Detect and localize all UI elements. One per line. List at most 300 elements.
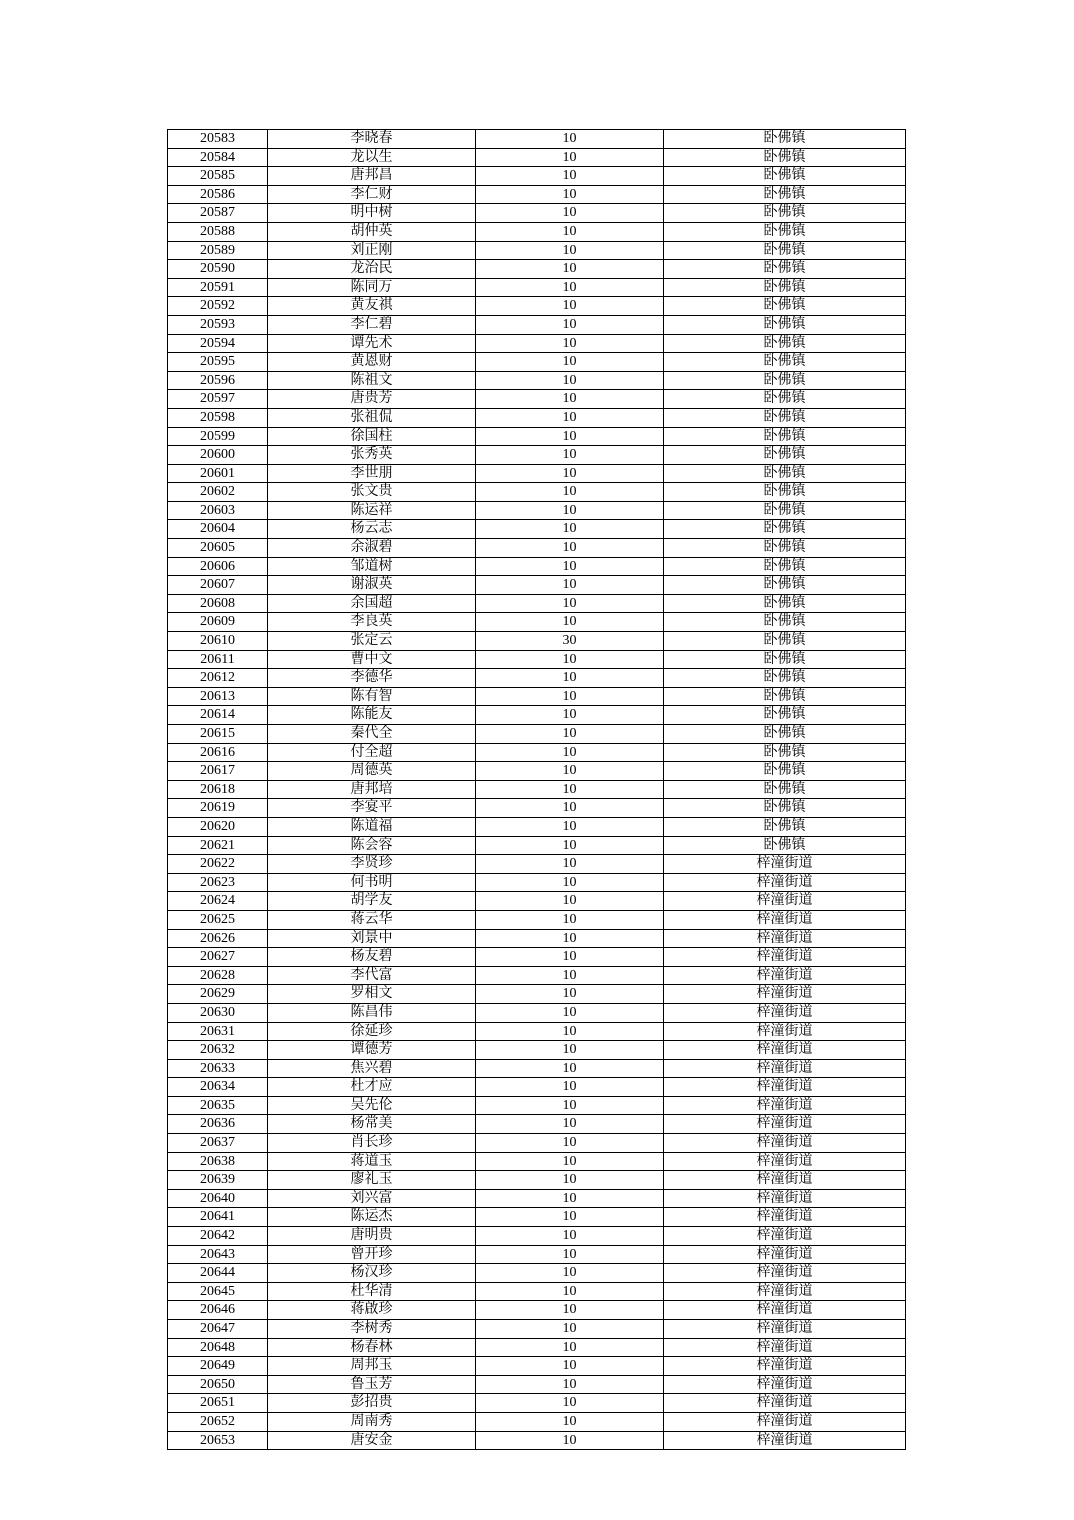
name-cell: 邹道树	[268, 557, 476, 576]
name-cell: 徐国柱	[268, 427, 476, 446]
town-cell: 梓潼街道	[664, 1152, 906, 1171]
table-row	[168, 594, 906, 613]
town-cell: 梓潼街道	[664, 1078, 906, 1097]
name-cell: 刘景中	[268, 929, 476, 948]
row-number-cell: 20610	[168, 632, 268, 651]
row-number-cell: 20583	[168, 130, 268, 149]
amount-cell: 10	[476, 1059, 664, 1078]
name-cell: 李仁碧	[268, 315, 476, 334]
table-row	[168, 464, 906, 483]
amount-cell: 10	[476, 1022, 664, 1041]
name-cell: 陈会容	[268, 836, 476, 855]
table-row	[168, 1320, 906, 1339]
amount-cell: 10	[476, 1282, 664, 1301]
row-number-cell: 20601	[168, 464, 268, 483]
row-number-cell: 20613	[168, 687, 268, 706]
row-number-cell: 20634	[168, 1078, 268, 1097]
name-cell: 蒋云华	[268, 910, 476, 929]
row-number-cell: 20624	[168, 892, 268, 911]
town-cell: 卧佛镇	[664, 632, 906, 651]
name-cell: 刘兴富	[268, 1189, 476, 1208]
row-number-cell: 20600	[168, 446, 268, 465]
table-row	[168, 1412, 906, 1431]
town-cell: 卧佛镇	[664, 817, 906, 836]
name-cell: 唐贵芳	[268, 390, 476, 409]
town-cell: 卧佛镇	[664, 334, 906, 353]
town-cell: 卧佛镇	[664, 315, 906, 334]
name-cell: 龙治民	[268, 260, 476, 279]
row-number-cell: 20592	[168, 297, 268, 316]
town-cell: 卧佛镇	[664, 278, 906, 297]
town-cell: 卧佛镇	[664, 446, 906, 465]
row-number-cell: 20604	[168, 520, 268, 539]
table-row	[168, 873, 906, 892]
table-row	[168, 520, 906, 539]
town-cell: 梓潼街道	[664, 1394, 906, 1413]
town-cell: 卧佛镇	[664, 185, 906, 204]
name-cell: 蒋啟珍	[268, 1301, 476, 1320]
row-number-cell: 20590	[168, 260, 268, 279]
town-cell: 卧佛镇	[664, 743, 906, 762]
name-cell: 胡仲英	[268, 222, 476, 241]
amount-cell: 10	[476, 130, 664, 149]
amount-cell: 10	[476, 501, 664, 520]
amount-cell: 10	[476, 669, 664, 688]
town-cell: 卧佛镇	[664, 167, 906, 186]
row-number-cell: 20609	[168, 613, 268, 632]
name-cell: 谢淑英	[268, 576, 476, 595]
table-row	[168, 929, 906, 948]
table-row	[168, 371, 906, 390]
amount-cell: 10	[476, 1208, 664, 1227]
town-cell: 卧佛镇	[664, 706, 906, 725]
amount-cell: 10	[476, 353, 664, 372]
town-cell: 梓潼街道	[664, 1003, 906, 1022]
town-cell: 卧佛镇	[664, 464, 906, 483]
row-number-cell: 20645	[168, 1282, 268, 1301]
row-number-cell: 20620	[168, 817, 268, 836]
amount-cell: 10	[476, 520, 664, 539]
amount-cell: 10	[476, 557, 664, 576]
row-number-cell: 20646	[168, 1301, 268, 1320]
table-row	[168, 1059, 906, 1078]
table-row	[168, 353, 906, 372]
town-cell: 卧佛镇	[664, 222, 906, 241]
town-cell: 梓潼街道	[664, 1041, 906, 1060]
name-cell: 余国超	[268, 594, 476, 613]
amount-cell: 10	[476, 334, 664, 353]
name-cell: 唐安金	[268, 1431, 476, 1450]
town-cell: 卧佛镇	[664, 427, 906, 446]
amount-cell: 10	[476, 241, 664, 260]
name-cell: 谭先术	[268, 334, 476, 353]
row-number-cell: 20635	[168, 1096, 268, 1115]
row-number-cell: 20647	[168, 1320, 268, 1339]
town-cell: 卧佛镇	[664, 501, 906, 520]
table-row	[168, 836, 906, 855]
roster-table	[167, 129, 906, 1450]
row-number-cell: 20588	[168, 222, 268, 241]
table-row	[168, 241, 906, 260]
table-row	[168, 706, 906, 725]
table-row	[168, 1041, 906, 1060]
amount-cell: 10	[476, 1189, 664, 1208]
name-cell: 唐邦培	[268, 780, 476, 799]
table-row	[168, 539, 906, 558]
table-row	[168, 1078, 906, 1097]
name-cell: 杜才应	[268, 1078, 476, 1097]
row-number-cell: 20649	[168, 1357, 268, 1376]
table-row	[168, 1152, 906, 1171]
table-row	[168, 427, 906, 446]
name-cell: 蒋道玉	[268, 1152, 476, 1171]
table-row	[168, 910, 906, 929]
table-row	[168, 334, 906, 353]
amount-cell: 10	[476, 706, 664, 725]
table-row	[168, 1282, 906, 1301]
amount-cell: 10	[476, 1357, 664, 1376]
town-cell: 梓潼街道	[664, 1412, 906, 1431]
town-cell: 梓潼街道	[664, 1189, 906, 1208]
name-cell: 黄恩财	[268, 353, 476, 372]
table-row	[168, 799, 906, 818]
table-row	[168, 501, 906, 520]
name-cell: 胡学友	[268, 892, 476, 911]
name-cell: 李贤珍	[268, 855, 476, 874]
town-cell: 卧佛镇	[664, 371, 906, 390]
town-cell: 梓潼街道	[664, 1245, 906, 1264]
amount-cell: 10	[476, 1227, 664, 1246]
row-number-cell: 20591	[168, 278, 268, 297]
town-cell: 梓潼街道	[664, 1059, 906, 1078]
name-cell: 鲁玉芳	[268, 1375, 476, 1394]
amount-cell: 10	[476, 780, 664, 799]
name-cell: 付全超	[268, 743, 476, 762]
name-cell: 张秀英	[268, 446, 476, 465]
row-number-cell: 20584	[168, 148, 268, 167]
town-cell: 梓潼街道	[664, 1431, 906, 1450]
amount-cell: 10	[476, 594, 664, 613]
table-row	[168, 1264, 906, 1283]
amount-cell: 10	[476, 260, 664, 279]
row-number-cell: 20637	[168, 1134, 268, 1153]
row-number-cell: 20636	[168, 1115, 268, 1134]
amount-cell: 10	[476, 613, 664, 632]
town-cell: 卧佛镇	[664, 594, 906, 613]
row-number-cell: 20587	[168, 204, 268, 223]
amount-cell: 10	[476, 1264, 664, 1283]
name-cell: 杨友碧	[268, 948, 476, 967]
amount-cell: 10	[476, 892, 664, 911]
town-cell: 梓潼街道	[664, 1282, 906, 1301]
name-cell: 何书明	[268, 873, 476, 892]
amount-cell: 10	[476, 167, 664, 186]
town-cell: 卧佛镇	[664, 836, 906, 855]
amount-cell: 10	[476, 855, 664, 874]
row-number-cell: 20617	[168, 762, 268, 781]
town-cell: 卧佛镇	[664, 241, 906, 260]
name-cell: 罗相文	[268, 985, 476, 1004]
name-cell: 龙以生	[268, 148, 476, 167]
amount-cell: 10	[476, 576, 664, 595]
table-row	[168, 632, 906, 651]
row-number-cell: 20589	[168, 241, 268, 260]
amount-cell: 10	[476, 1338, 664, 1357]
table-row	[168, 966, 906, 985]
table-row	[168, 167, 906, 186]
amount-cell: 10	[476, 1301, 664, 1320]
row-number-cell: 20607	[168, 576, 268, 595]
town-cell: 梓潼街道	[664, 892, 906, 911]
table-row	[168, 985, 906, 1004]
town-cell: 卧佛镇	[664, 613, 906, 632]
row-number-cell: 20611	[168, 650, 268, 669]
row-number-cell: 20608	[168, 594, 268, 613]
table-row	[168, 1338, 906, 1357]
row-number-cell: 20632	[168, 1041, 268, 1060]
town-cell: 卧佛镇	[664, 576, 906, 595]
amount-cell: 10	[476, 725, 664, 744]
table-row	[168, 278, 906, 297]
amount-cell: 10	[476, 446, 664, 465]
row-number-cell: 20625	[168, 910, 268, 929]
name-cell: 李晓春	[268, 130, 476, 149]
town-cell: 梓潼街道	[664, 966, 906, 985]
name-cell: 李良英	[268, 613, 476, 632]
town-cell: 梓潼街道	[664, 1301, 906, 1320]
row-number-cell: 20594	[168, 334, 268, 353]
amount-cell: 10	[476, 1152, 664, 1171]
amount-cell: 10	[476, 743, 664, 762]
row-number-cell: 20642	[168, 1227, 268, 1246]
amount-cell: 10	[476, 929, 664, 948]
town-cell: 卧佛镇	[664, 799, 906, 818]
amount-cell: 10	[476, 762, 664, 781]
row-number-cell: 20653	[168, 1431, 268, 1450]
table-row	[168, 780, 906, 799]
amount-cell: 10	[476, 1096, 664, 1115]
row-number-cell: 20652	[168, 1412, 268, 1431]
amount-cell: 10	[476, 483, 664, 502]
amount-cell: 10	[476, 390, 664, 409]
row-number-cell: 20629	[168, 985, 268, 1004]
amount-cell: 10	[476, 1375, 664, 1394]
row-number-cell: 20602	[168, 483, 268, 502]
name-cell: 杨常美	[268, 1115, 476, 1134]
amount-cell: 10	[476, 222, 664, 241]
table-row	[168, 315, 906, 334]
row-number-cell: 20615	[168, 725, 268, 744]
table-row	[168, 260, 906, 279]
amount-cell: 10	[476, 1394, 664, 1413]
town-cell: 梓潼街道	[664, 1375, 906, 1394]
table-row	[168, 1375, 906, 1394]
amount-cell: 10	[476, 315, 664, 334]
name-cell: 余淑碧	[268, 539, 476, 558]
town-cell: 梓潼街道	[664, 1338, 906, 1357]
town-cell: 梓潼街道	[664, 910, 906, 929]
name-cell: 陈运祥	[268, 501, 476, 520]
name-cell: 张祖侃	[268, 408, 476, 427]
table-row	[168, 297, 906, 316]
name-cell: 周邦玉	[268, 1357, 476, 1376]
town-cell: 卧佛镇	[664, 148, 906, 167]
table-row	[168, 817, 906, 836]
town-cell: 卧佛镇	[664, 687, 906, 706]
table-row	[168, 762, 906, 781]
row-number-cell: 20586	[168, 185, 268, 204]
amount-cell: 10	[476, 1412, 664, 1431]
amount-cell: 10	[476, 873, 664, 892]
amount-cell: 10	[476, 539, 664, 558]
row-number-cell: 20619	[168, 799, 268, 818]
row-number-cell: 20614	[168, 706, 268, 725]
table-row	[168, 948, 906, 967]
table-row	[168, 1134, 906, 1153]
row-number-cell: 20633	[168, 1059, 268, 1078]
row-number-cell: 20603	[168, 501, 268, 520]
name-cell: 秦代全	[268, 725, 476, 744]
table-row	[168, 1227, 906, 1246]
row-number-cell: 20616	[168, 743, 268, 762]
row-number-cell: 20596	[168, 371, 268, 390]
table-row	[168, 743, 906, 762]
amount-cell: 10	[476, 204, 664, 223]
table-row	[168, 669, 906, 688]
amount-cell: 10	[476, 1245, 664, 1264]
name-cell: 彭招贵	[268, 1394, 476, 1413]
row-number-cell: 20648	[168, 1338, 268, 1357]
table-row	[168, 483, 906, 502]
amount-cell: 10	[476, 1171, 664, 1190]
name-cell: 李仁财	[268, 185, 476, 204]
town-cell: 梓潼街道	[664, 1022, 906, 1041]
amount-cell: 10	[476, 1003, 664, 1022]
name-cell: 李宴平	[268, 799, 476, 818]
row-number-cell: 20597	[168, 390, 268, 409]
row-number-cell: 20621	[168, 836, 268, 855]
name-cell: 肖长珍	[268, 1134, 476, 1153]
name-cell: 李树秀	[268, 1320, 476, 1339]
amount-cell: 10	[476, 1115, 664, 1134]
amount-cell: 10	[476, 910, 664, 929]
town-cell: 梓潼街道	[664, 1134, 906, 1153]
table-row	[168, 1171, 906, 1190]
amount-cell: 10	[476, 985, 664, 1004]
name-cell: 陈祖文	[268, 371, 476, 390]
table-row	[168, 390, 906, 409]
amount-cell: 10	[476, 1041, 664, 1060]
row-number-cell: 20630	[168, 1003, 268, 1022]
name-cell: 徐延珍	[268, 1022, 476, 1041]
table-row	[168, 446, 906, 465]
amount-cell: 10	[476, 278, 664, 297]
amount-cell: 10	[476, 148, 664, 167]
name-cell: 谭德芳	[268, 1041, 476, 1060]
name-cell: 杨汉珍	[268, 1264, 476, 1283]
row-number-cell: 20641	[168, 1208, 268, 1227]
table-row	[168, 1115, 906, 1134]
name-cell: 杨春林	[268, 1338, 476, 1357]
town-cell: 卧佛镇	[664, 260, 906, 279]
table-row	[168, 1394, 906, 1413]
name-cell: 李世朋	[268, 464, 476, 483]
row-number-cell: 20606	[168, 557, 268, 576]
table-row	[168, 725, 906, 744]
name-cell: 焦兴碧	[268, 1059, 476, 1078]
row-number-cell: 20650	[168, 1375, 268, 1394]
table-row	[168, 687, 906, 706]
row-number-cell: 20605	[168, 539, 268, 558]
amount-cell: 10	[476, 1320, 664, 1339]
table-row	[168, 1245, 906, 1264]
name-cell: 廖礼玉	[268, 1171, 476, 1190]
town-cell: 梓潼街道	[664, 873, 906, 892]
row-number-cell: 20628	[168, 966, 268, 985]
amount-cell: 10	[476, 836, 664, 855]
table-row	[168, 1208, 906, 1227]
name-cell: 曹中文	[268, 650, 476, 669]
town-cell: 梓潼街道	[664, 1227, 906, 1246]
name-cell: 黄友祺	[268, 297, 476, 316]
table-row	[168, 650, 906, 669]
town-cell: 卧佛镇	[664, 539, 906, 558]
town-cell: 卧佛镇	[664, 780, 906, 799]
name-cell: 吴先伦	[268, 1096, 476, 1115]
row-number-cell: 20627	[168, 948, 268, 967]
name-cell: 陈昌伟	[268, 1003, 476, 1022]
town-cell: 梓潼街道	[664, 1115, 906, 1134]
amount-cell: 10	[476, 408, 664, 427]
amount-cell: 10	[476, 464, 664, 483]
table-row	[168, 1431, 906, 1450]
town-cell: 卧佛镇	[664, 557, 906, 576]
row-number-cell: 20643	[168, 1245, 268, 1264]
name-cell: 唐邦昌	[268, 167, 476, 186]
row-number-cell: 20623	[168, 873, 268, 892]
name-cell: 唐明贵	[268, 1227, 476, 1246]
table-row	[168, 1022, 906, 1041]
row-number-cell: 20626	[168, 929, 268, 948]
row-number-cell: 20593	[168, 315, 268, 334]
amount-cell: 10	[476, 799, 664, 818]
amount-cell: 10	[476, 650, 664, 669]
table-row	[168, 576, 906, 595]
row-number-cell: 20638	[168, 1152, 268, 1171]
amount-cell: 10	[476, 1431, 664, 1450]
row-number-cell: 20640	[168, 1189, 268, 1208]
name-cell: 刘正刚	[268, 241, 476, 260]
name-cell: 陈道福	[268, 817, 476, 836]
table-row	[168, 148, 906, 167]
town-cell: 卧佛镇	[664, 353, 906, 372]
table-row	[168, 855, 906, 874]
town-cell: 卧佛镇	[664, 297, 906, 316]
town-cell: 梓潼街道	[664, 1357, 906, 1376]
table-row	[168, 222, 906, 241]
amount-cell: 10	[476, 687, 664, 706]
town-cell: 梓潼街道	[664, 948, 906, 967]
row-number-cell: 20585	[168, 167, 268, 186]
town-cell: 卧佛镇	[664, 390, 906, 409]
town-cell: 卧佛镇	[664, 650, 906, 669]
town-cell: 卧佛镇	[664, 520, 906, 539]
row-number-cell: 20631	[168, 1022, 268, 1041]
town-cell: 梓潼街道	[664, 1096, 906, 1115]
town-cell: 梓潼街道	[664, 1171, 906, 1190]
table-row	[168, 408, 906, 427]
town-cell: 梓潼街道	[664, 985, 906, 1004]
